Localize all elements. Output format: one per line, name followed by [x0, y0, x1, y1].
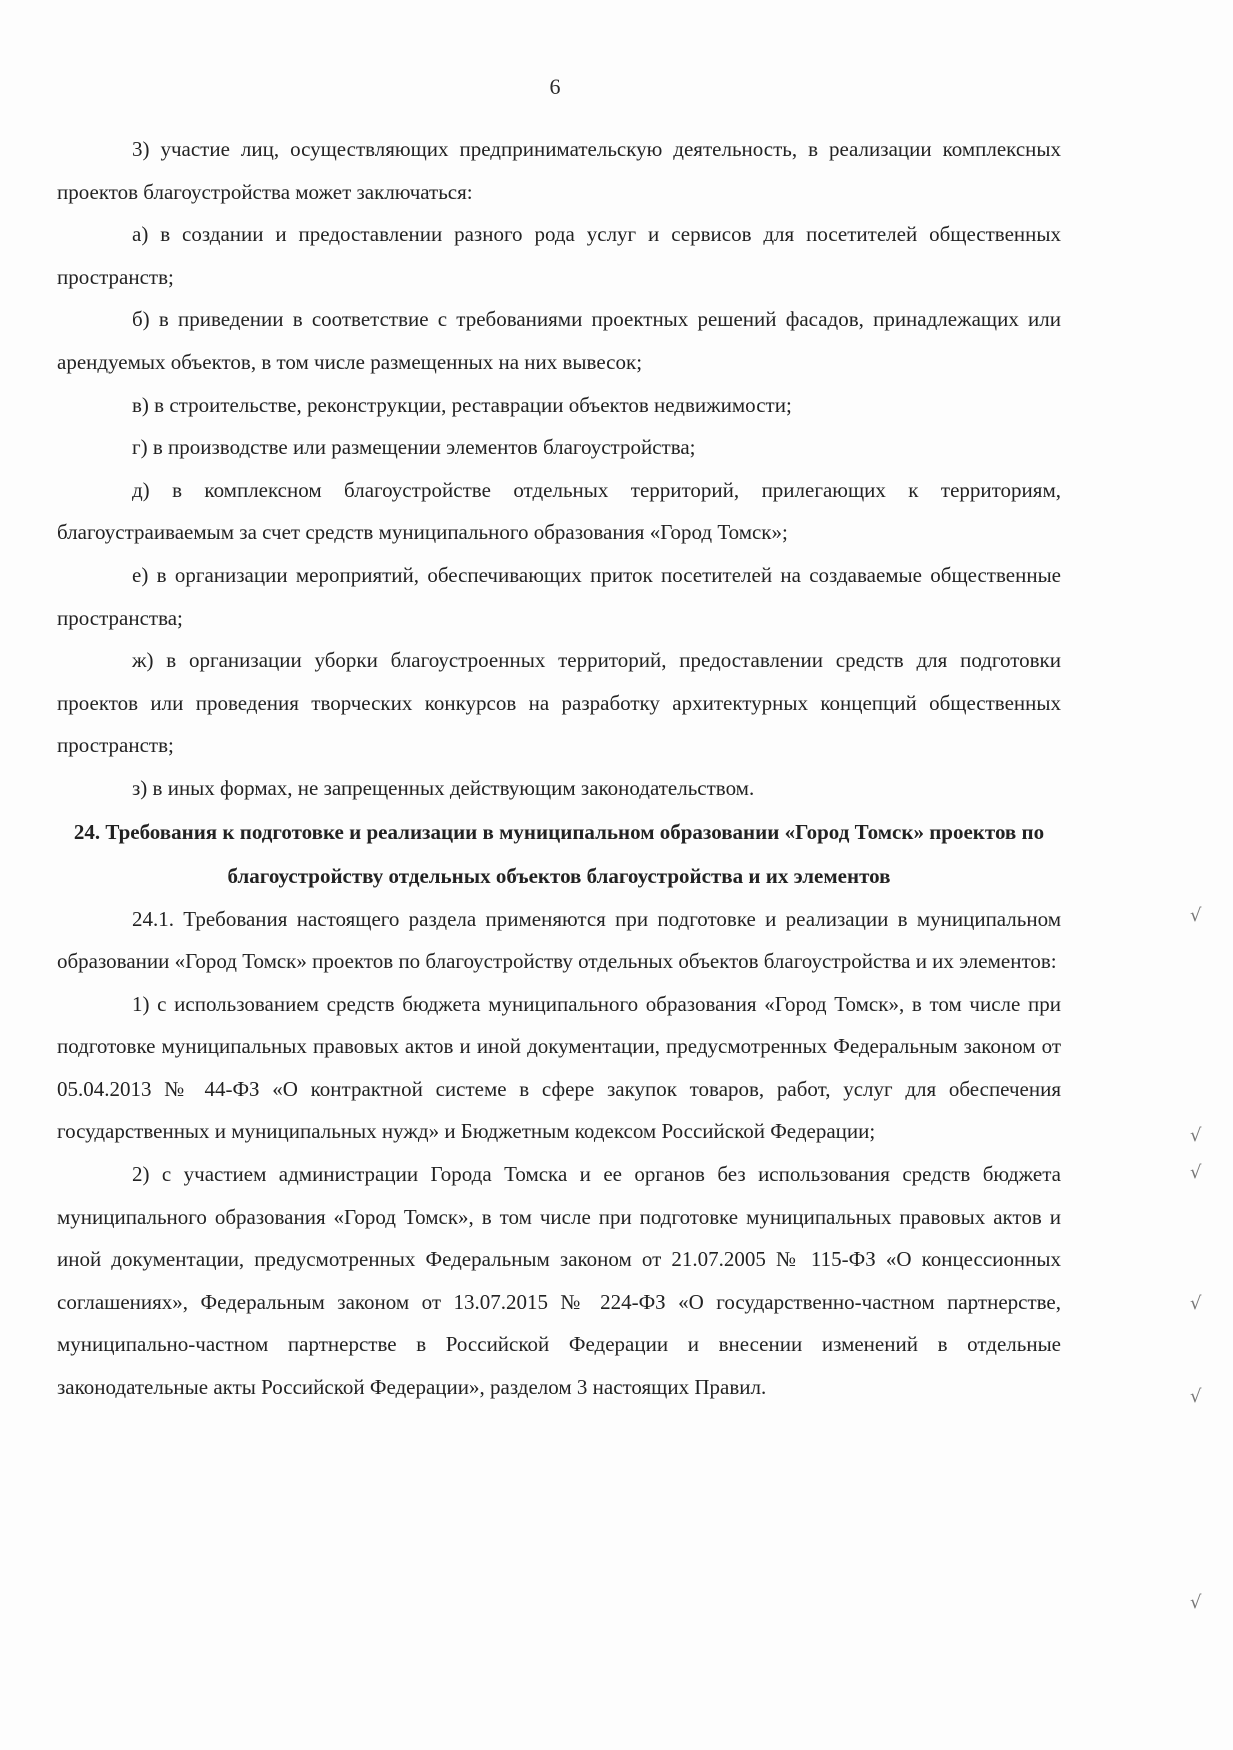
paragraph-e: е) в организации мероприятий, обеспечивающих приток посетителей на создаваемые общественные пространства;: [57, 562, 1061, 630]
paragraph-v: в) в строительстве, реконструкции, реставрации объектов недвижимости;: [132, 392, 792, 417]
document-body: [57, 128, 1061, 1409]
checkmark-icon: √: [1190, 1293, 1202, 1314]
checkmark-icon: √: [1190, 1386, 1202, 1407]
paragraph-2: 2) с участием администрации Города Томска и ее органов без использования средств бюджета муниципального образования «Город Томск», в том числе при подготовке муниципальных правовых актов и иной документации, предусмотренных Федеральным законом от 21.07.2005 № 115-ФЗ «О концессионных соглашениях», Федеральным законом от 13.07.2015 № 224-ФЗ «О государственно-частном партнерстве, муниципально-частном партнерстве в Российской Федерации и внесении изменений в отдельные законодательные акты Российской Федерации», разделом 3 настоящих Правил.: [57, 1162, 1061, 1400]
paragraph-g: г) в производстве или размещении элементов благоустройства;: [132, 435, 696, 460]
checkmark-icon: √: [1190, 1125, 1202, 1146]
paragraph-24-1: 24.1. Требования настоящего раздела применяются при подготовке и реализации в муниципальном образовании «Город Томск» проектов по благоустройству отдельных объектов благоустройства и их элементов:: [57, 906, 1061, 974]
paragraph-1: 1) с использованием средств бюджета муниципального образования «Город Томск», в том числе при подготовке муниципальных правовых актов и иной документации, предусмотренных Федеральным законом от 05.04.2013 № 44-ФЗ «О контрактной системе в сфере закупок товаров, работ, услуг для обеспечения государственных и муниципальных нужд» и Бюджетным кодексом Российской Федерации;: [57, 991, 1061, 1144]
checkmark-icon: √: [1190, 1592, 1202, 1613]
paragraph-a: а) в создании и предоставлении разного рода услуг и сервисов для посетителей общественных пространств;: [57, 222, 1061, 289]
checkmark-icon: √: [1190, 905, 1202, 926]
paragraph-3: 3) участие лиц, осуществляющих предпринимательскую деятельность, в реализации комплексных проектов благоустройства может заключаться:: [57, 137, 1061, 204]
checkmark-icon: √: [1190, 1162, 1202, 1183]
paragraph-z: з) в иных формах, не запрещенных действующим законодательством.: [132, 775, 755, 800]
paragraph-b: б) в приведении в соответствие с требованиями проектных решений фасадов, принадлежащих или арендуемых объектов, в том числе размещенных на них вывесок;: [57, 307, 1061, 374]
page-number: 6: [549, 74, 561, 99]
section-heading: 24. Требования к подготовке и реализации в муниципальном образовании «Город Томск» проектов по благоустройству отдельных объектов благоустройства и их элементов: [73, 819, 1045, 888]
paragraph-zh: ж) в организации уборки благоустроенных территорий, предоставлении средств для подготовки проектов или проведения творческих конкурсов на разработку архитектурных концепций общественных пространств;: [57, 648, 1061, 758]
paragraph-d: д) в комплексном благоустройстве отдельных территорий, прилегающих к территориям, благоустраиваемым за счет средств муниципального образования «Город Томск»;: [57, 477, 1061, 545]
